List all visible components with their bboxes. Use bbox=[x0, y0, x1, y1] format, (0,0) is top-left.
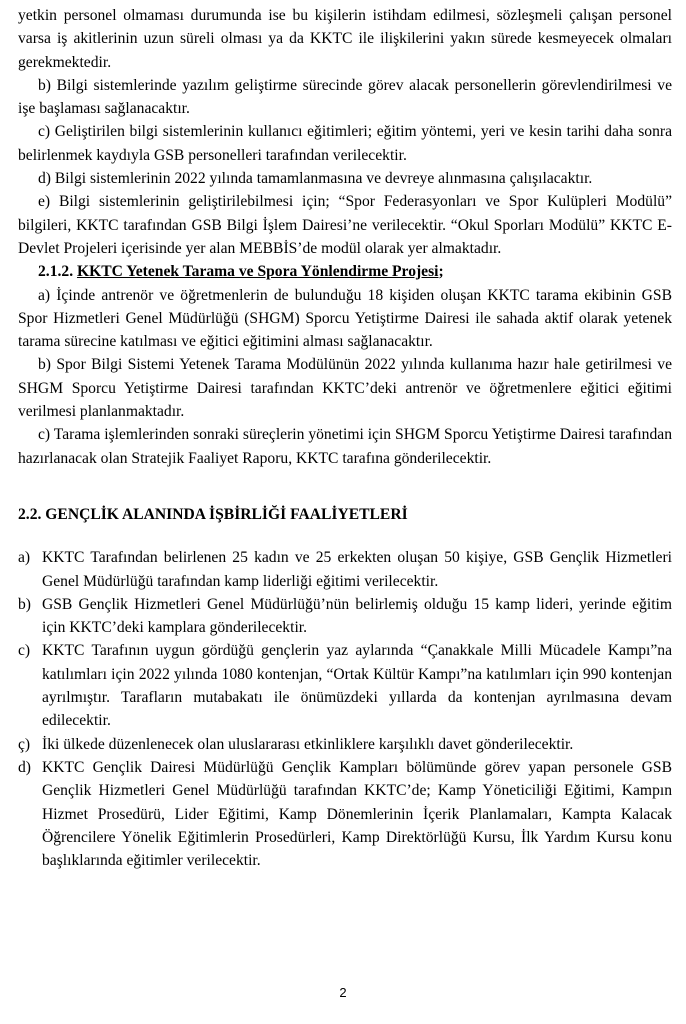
list-item-text: GSB Gençlik Hizmetleri Genel Müdürlüğü’nün belirlemiş olduğu 15 kamp lideri, yerinde eğitim için KKTC’deki kamplara gönderilecektir. bbox=[42, 595, 672, 637]
subsection-heading bbox=[38, 260, 672, 283]
list-marker: a) bbox=[18, 549, 31, 567]
paragraph-c: c) Geliştirilen bilgi sistemlerinin kullanıcı eğitimleri; eğitim yöntemi, yeri ve kesin tarihi daha sonra belirlenmek kaydıyla GSB personelleri tarafından verilecektir. bbox=[18, 123, 672, 164]
list-item-text: İki ülkede düzenlenecek olan uluslararası etkinliklere karşılıklı davet gönderilecektir. bbox=[42, 735, 574, 753]
list-item-text: KKTC Gençlik Dairesi Müdürlüğü Gençlik Kampları bölümünde görev yapan personele GSB Gençlik Hizmetleri Genel Müdürlüğü tarafından KKTC’de; Kamp Yöneticiliği Eğitimi, Kampın Hizmet Prosedürü, Lider Eğitimi, Kamp Dönemlerinin İçerik Planlamaları, Kampta Kalacak Öğrencilere Yönelik Eğitimlerin Prosedürleri, Kamp Direktörlüğü Kursu, İlk Yardım Kursu konu başlıklarında eğitimler verilecektir. bbox=[42, 758, 672, 870]
paragraph-b: b) Bilgi sistemlerinde yazılım geliştirme sürecinde görev alacak personellerin görevlendirilmesi ve işe başlaması sağlanacaktır. bbox=[18, 76, 672, 118]
list-marker: d) bbox=[18, 758, 31, 776]
list-marker: c) bbox=[18, 642, 31, 660]
list-item bbox=[18, 639, 672, 732]
list-marker: ç) bbox=[18, 735, 31, 753]
page-number: 2 bbox=[339, 985, 347, 1000]
list-item-text: KKTC Tarafının uygun gördüğü gençlerin yaz aylarında “Çanakkale Milli Mücadele Kampı”na katılımları için 2022 yılında 1080 kontenjan, “Ortak Kültür Kampı”na katılımları için 990 kontenjan ayrılmıştır. Tarafların mutabakatı ile önümüzdeki yıllarda da kontenjan ayrılmasına devam edilecektir. bbox=[42, 642, 672, 730]
paragraph-d: d) Bilgi sistemlerinin 2022 yılında tamamlanmasına ve devreye alınmasına çalışılacaktır. bbox=[38, 170, 593, 188]
section-heading: 2.2. GENÇLİK ALANINDA İŞBİRLİĞİ FAALİYETLERİ bbox=[18, 505, 408, 523]
subsection-paragraph-a: a) İçinde antrenör ve öğretmenlerin de bulunduğu 18 kişiden oluşan KKTC tarama ekibinin GSB Spor Hizmetleri Genel Müdürlüğü (SHGM) Sporcu Yetiştirme Dairesi ile sahada aktif olarak yetenek tarama sürecine katılması ve eğitici eğitimini alması sağlanacaktır. bbox=[18, 286, 672, 351]
subsection-paragraph-c: c) Tarama işlemlerinden sonraki süreçlerin yönetimi için SHGM Sporcu Yetiştirme Dairesi tarafından hazırlanacak olan Stratejik Faaliyet Raporu, KKTC tarafına gönderilecektir. bbox=[18, 426, 672, 467]
paragraph-e: e) Bilgi sistemlerinin geliştirilebilmesi için; “Spor Federasyonları ve Spor Kulüpleri Modülü” bilgileri, KKTC tarafından GSB Bilgi İşlem Dairesi’ne verilecektir. “Okul Sporları Modülü” KKTC E-Devlet Projeleri içerisinde yer alan MEBBİS’de modül olarak yer almaktadır. bbox=[18, 193, 672, 257]
list-marker: b) bbox=[18, 595, 31, 613]
document-page bbox=[18, 4, 672, 872]
subsection-paragraph-b: b) Spor Bilgi Sistemi Yetenek Tarama Modülünün 2022 yılında kullanıma hazır hale getirilmesi ve SHGM Sporcu Yetiştirme Dairesi tarafından KKTC’deki antrenör ve öğretmenlere eğitici eğitimi verilmesi planlanmaktadır. bbox=[18, 356, 672, 421]
subsection-title: KKTC Yetenek Tarama ve Spora Yönlendirme Projesi bbox=[76, 263, 439, 281]
list-item bbox=[18, 593, 672, 640]
paragraph-continuation: yetkin personel olmaması durumunda ise bu kişilerin istihdam edilmesi, sözleşmeli çalışan personel varsa iş akitlerinin uzun süreli olması ya da KKTC ile ilişkilerini yakın sürede kesmeyecek olmaları gerekmektedir. bbox=[18, 7, 672, 71]
subsection-number: 2.1.2. bbox=[38, 263, 77, 281]
list-item-text: KKTC Tarafından belirlenen 25 kadın ve 25 erkekten oluşan 50 kişiye, GSB Gençlik Hizmetleri Genel Müdürlüğü tarafından kamp liderliği eğitimi verilecektir. bbox=[42, 549, 672, 590]
list-item bbox=[18, 756, 672, 872]
list-item bbox=[18, 733, 672, 756]
list-item bbox=[18, 546, 672, 593]
subsection-suffix: ; bbox=[438, 263, 444, 281]
